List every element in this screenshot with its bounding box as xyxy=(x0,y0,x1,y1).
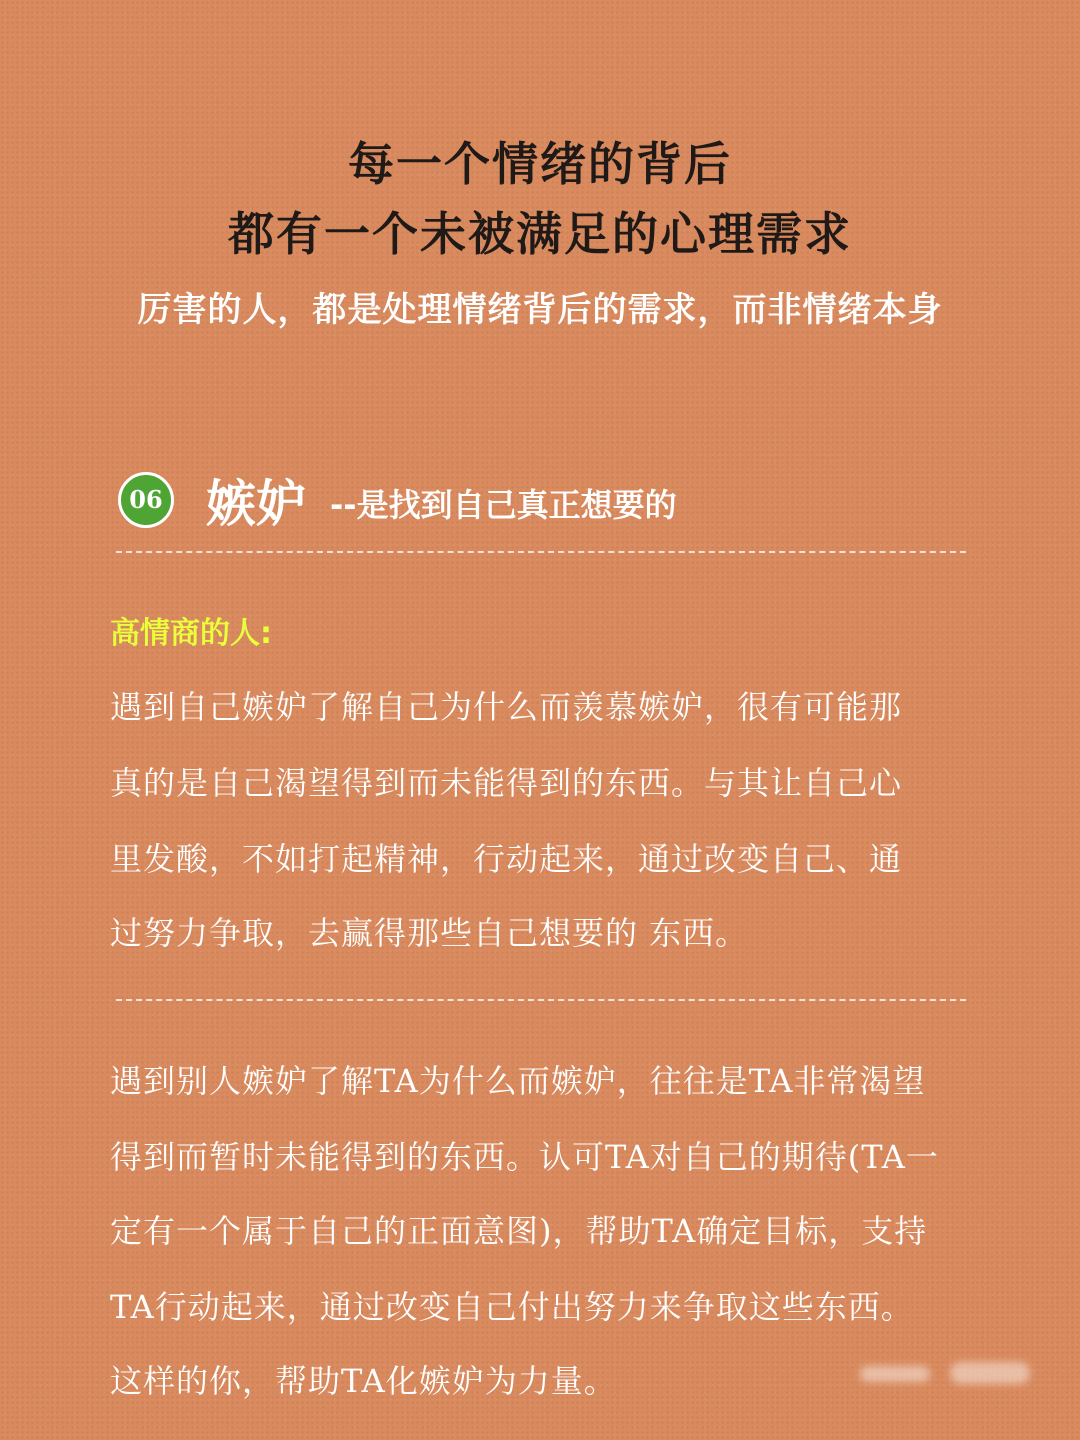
section-number-badge: 06 xyxy=(118,472,174,528)
paragraph1-line: 过努力争取，去赢得那些自己想要的 东西。 xyxy=(110,914,749,952)
page-title-line-1: 每一个情绪的背后 xyxy=(348,137,732,191)
watermark-logo xyxy=(850,1358,1050,1388)
paragraph2-line: 定有一个属于自己的正面意图)，帮助TA确定目标，支持 xyxy=(110,1212,928,1250)
paragraph1-line: 真的是自己渴望得到而未能得到的东西。与其让自己心 xyxy=(110,764,903,802)
dashed-divider-middle xyxy=(116,999,966,1001)
paragraph1-line: 里发酸，不如打起精神，行动起来，通过改变自己、通 xyxy=(110,840,903,878)
paragraph2-line: 得到而暂时未能得到的东西。认可TA对自己的期待(TA一 xyxy=(110,1138,939,1176)
page-title-line-2: 都有一个未被满足的心理需求 xyxy=(228,207,852,261)
high-eq-label: 高情商的人: xyxy=(110,616,272,651)
dashed-divider-top xyxy=(116,551,966,553)
section-subtitle: --是找到自己真正想要的 xyxy=(330,486,677,524)
page-subtitle: 厉害的人，都是处理情绪背后的需求，而非情绪本身 xyxy=(137,290,943,330)
paragraph1-line: 遇到自己嫉妒了解自己为什么而羡慕嫉妒，很有可能那 xyxy=(110,688,903,726)
paragraph2-line: 遇到别人嫉妒了解TA为什么而嫉妒，往往是TA非常渴望 xyxy=(110,1062,926,1100)
paragraph2-line: 这样的你，帮助TA化嫉妒为力量。 xyxy=(110,1362,617,1400)
paragraph2-line: TA行动起来，通过改变自己付出努力来争取这些东西。 xyxy=(110,1288,914,1326)
section-title: 嫉妒 xyxy=(206,475,306,533)
